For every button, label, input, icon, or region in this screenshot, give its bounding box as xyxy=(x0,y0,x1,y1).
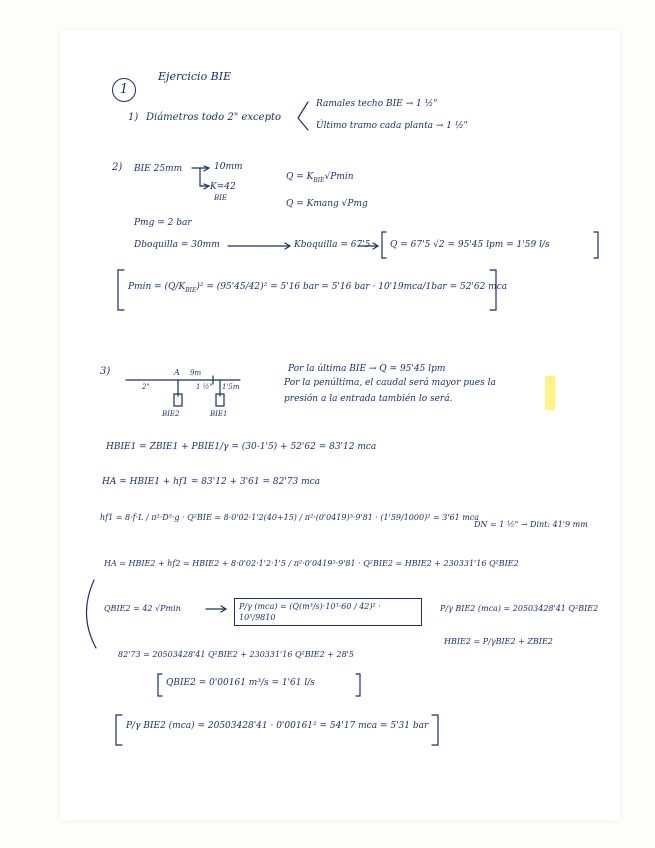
k-sub: BIE xyxy=(214,194,228,202)
note-line-2: Por la penúltima, el caudal será mayor pues la xyxy=(284,378,496,388)
section1-item1: Ramales techo BIE → 1 ½" xyxy=(316,99,438,109)
eq-ha: HA = HBIE1 + hf1 = 83'12 + 3'61 = 82'73 mca xyxy=(102,477,321,487)
length-1: 9m xyxy=(190,369,202,377)
eq-ha-2: HA = HBIE2 + hf2 = HBIE2 + 8·0'02·1'2·1'5 / π²·0'0419⁵·9'81 · Q²BIE2 = HBIE2 + 230331'16 Q²BIE2 xyxy=(104,559,519,568)
result-q: Q = 67'5 √2 = 95'45 lpm = 1'59 l/s xyxy=(390,240,550,250)
exercise-number: 1 xyxy=(112,78,136,102)
result-pressure: P/γ BIE2 (mca) = 20503428'41 · 0'00161² = 54'17 mca = 5'31 bar xyxy=(126,721,429,731)
exercise-title: Ejercicio BIE xyxy=(158,70,232,83)
arrow-top-label: 10mm xyxy=(214,162,243,172)
section3-label: 3) xyxy=(100,366,111,377)
section1-item2: Último tramo cada planta → 1 ½" xyxy=(316,121,468,131)
result-qbie2: QBIE2 = 0'00161 m³/s = 1'61 l/s xyxy=(166,678,315,688)
brace-icon xyxy=(298,102,308,130)
section2-label: 2) xyxy=(112,162,123,173)
eq-boxed: P/γ (mca) = (Q(m³/s)·10³·60 / 42)² · 10⁵/9810 xyxy=(234,598,422,626)
section1-intro: Diámetros todo 2" excepto xyxy=(146,112,282,123)
diam-boquilla: Dboquilla = 30mm xyxy=(134,240,220,250)
pmin-expression: $Pmin = (Q/K_{BIE})^2 = (95'45/42)^2 = 5'16$ bar = 5'16 bar · 10'19mca/1bar = 52'62 mca xyxy=(128,282,508,294)
bie1-label: BIE1 xyxy=(210,410,228,418)
node-a: A xyxy=(174,368,180,377)
k-boquilla: Kboquilla = 67'5 xyxy=(294,240,371,250)
eq-hf1: hf1 = 8·f·L / π²·D⁵·g · Q²BIE = 8·0'02·1'2(40+15) / π²·(0'0419)⁵·9'81 · (1'59/1000)² = 3'61 mca xyxy=(100,513,480,522)
pipe-diam-2: 1 ½" xyxy=(196,383,213,391)
formula-q-k: $Q = K_{BIE}√Pmin$ xyxy=(286,172,354,184)
note-line-1: Por la última BIE → Q = 95'45 lpm xyxy=(288,364,446,374)
length-2: 1'5m xyxy=(222,383,240,391)
pmang-value: Pmg = 2 bar xyxy=(134,218,192,228)
eq-qbie2: QBIE2 = 42 √Pmin xyxy=(104,604,181,613)
eq-right-2: HBIE2 = P/γBIE2 + ZBIE2 xyxy=(444,637,553,646)
bie-size: BIE 25mm xyxy=(134,164,183,174)
eq-hbie1: HBIE1 = ZBIE1 + PBIE1/γ = (30-1'5) + 52'62 = 83'12 mca xyxy=(106,442,377,452)
pipe-diam-1: 2" xyxy=(142,383,150,391)
k-value: K=42 xyxy=(210,182,236,192)
dn-line: DN = 1 ½" → Dint: 41'9 mm xyxy=(474,520,588,529)
eq-sum: 82'73 = 20503428'41 Q²BIE2 + 230331'16 Q²BIE2 + 28'5 xyxy=(118,650,354,659)
section1-label: 1) xyxy=(128,112,139,123)
formula-q-kmang: Q = Kmang √Pmg xyxy=(286,199,368,209)
bie2-label: BIE2 xyxy=(162,410,180,418)
eq-right-1: P/γ BIE2 (mca) = 20503428'41 Q²BIE2 xyxy=(440,604,599,613)
note-line-3: presión a la entrada también lo será. xyxy=(284,394,453,404)
